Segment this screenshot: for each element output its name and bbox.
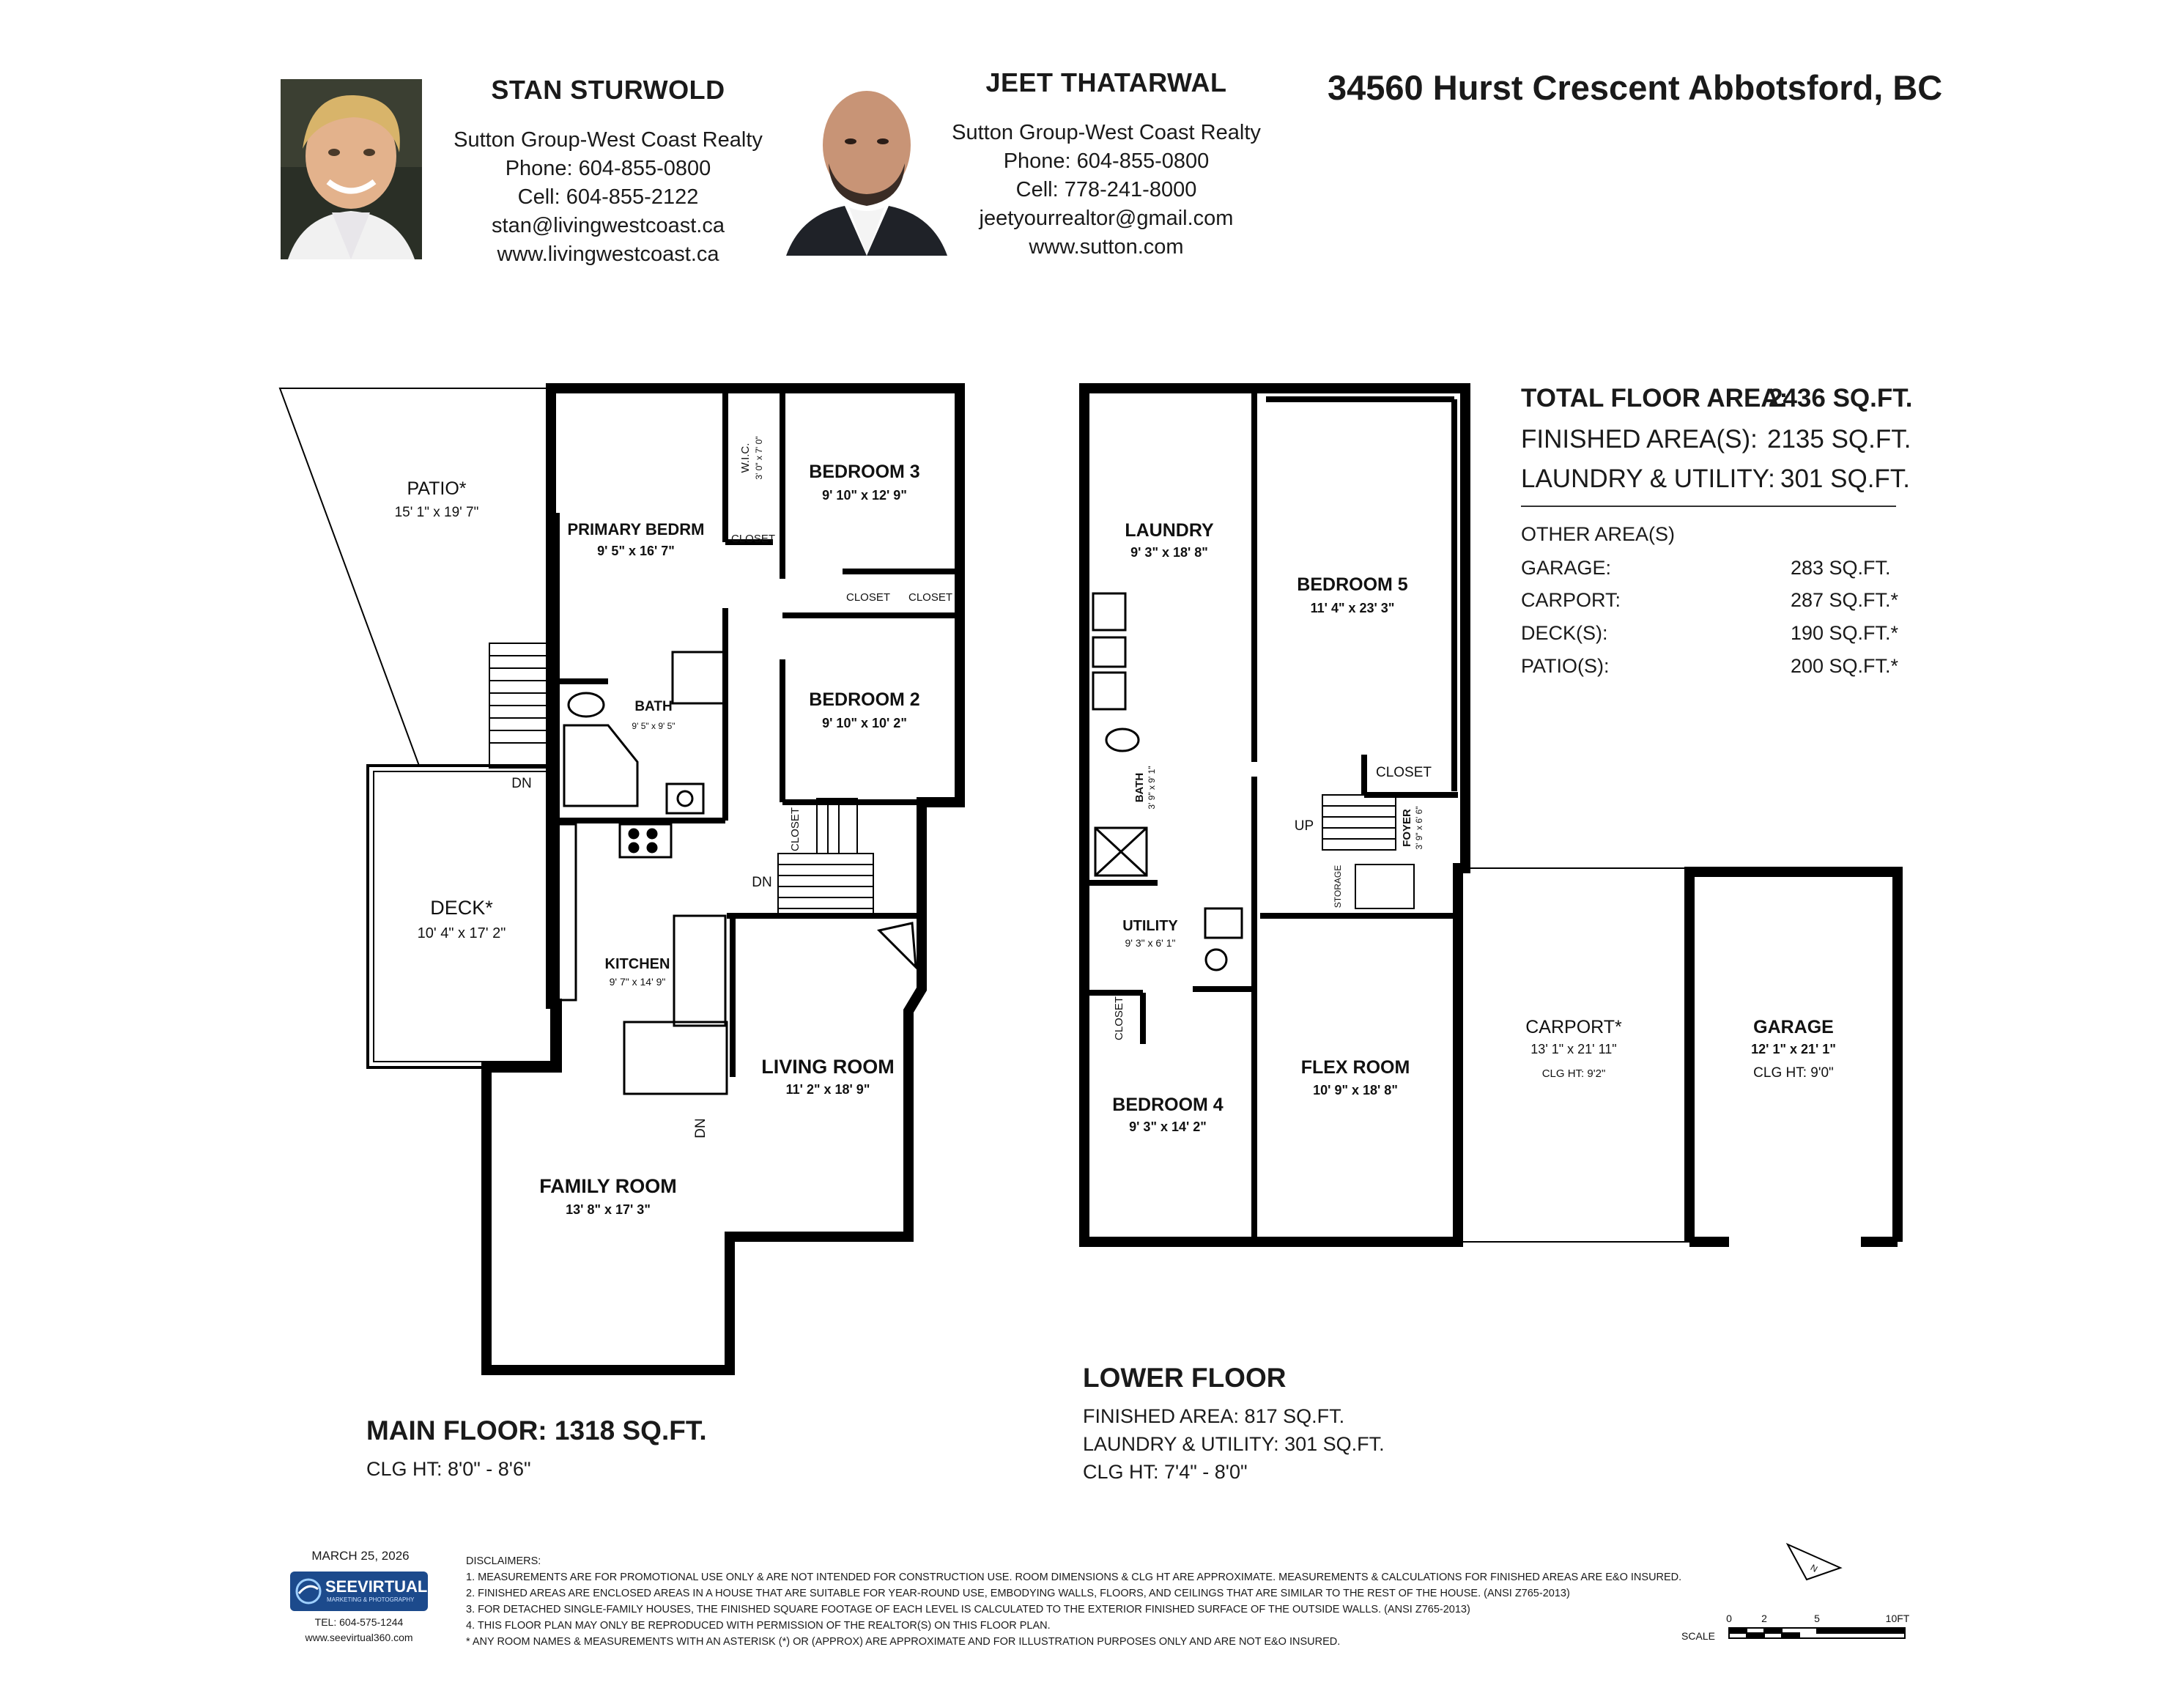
closet-label: CLOSET — [1375, 765, 1432, 780]
bedroom-2-label: BEDROOM 2 — [809, 689, 920, 710]
other-area-value: 190 SQ.FT.* — [1791, 622, 1899, 644]
agent-name: JEET THATARWAL — [985, 67, 1227, 97]
disclaimer-line: 2. FINISHED AREAS ARE ENCLOSED AREAS IN A HOUSE THAT ARE SUITABLE FOR YEAR-ROUND USE, EMBODYING WALLS, FLOORS, AND CEILINGS THAT ARE SIMILAR TO THE REST OF THE HOUSE. (ANSI Z765-2013) — [466, 1588, 1570, 1599]
bedroom-3-label: BEDROOM 3 — [809, 462, 920, 482]
logo-subtext: MARKETING & PHOTOGRAPHY — [327, 1596, 415, 1603]
closet-label: CLOSET — [845, 591, 891, 604]
patio-label: PATIO* — [407, 478, 467, 499]
laundry-label: LAUNDRY — [1125, 520, 1214, 541]
other-area-label: CARPORT: — [1521, 589, 1621, 611]
bedroom-5-label: BEDROOM 5 — [1297, 574, 1408, 595]
deck-dimension: 10' 4" x 17' 2" — [417, 925, 506, 941]
bedroom-4-label: BEDROOM 4 — [1112, 1095, 1224, 1115]
total-area-value: 2436 SQ.FT. — [1769, 384, 1913, 412]
family-room-label: FAMILY ROOM — [539, 1175, 677, 1197]
lower-floor-title: LOWER FLOOR — [1083, 1363, 1287, 1393]
other-area-value: 283 SQ.FT. — [1791, 557, 1891, 579]
stairs-down-label: DN — [511, 776, 532, 791]
bedroom-5-dimension: 11' 4" x 23' 3" — [1310, 601, 1395, 615]
carport-dimension: 13' 1" x 21' 11" — [1530, 1042, 1617, 1056]
stairs-down-label: DN — [752, 875, 772, 890]
storage-label: STORAGE — [1333, 865, 1343, 908]
fireplace-icon — [879, 923, 916, 967]
plan-date: MARCH 25, 2026 — [311, 1549, 410, 1563]
garage-dimension: 12' 1" x 21' 1" — [1751, 1042, 1836, 1056]
closet-label: CLOSET — [1113, 996, 1125, 1041]
living-room-label: LIVING ROOM — [761, 1056, 895, 1078]
foyer-dimension: 3' 9" x 6' 6" — [1414, 806, 1424, 850]
flex-room-dimension: 10' 9" x 18' 8" — [1313, 1083, 1398, 1097]
wic-label: W.I.C. — [739, 443, 752, 473]
lower-floor-ceiling: CLG HT: 7'4" - 8'0" — [1083, 1461, 1248, 1483]
logo-swirl-icon — [295, 1577, 322, 1605]
agent-website[interactable]: www.sutton.com — [1029, 235, 1184, 259]
logo-text: SEEVIRTUAL — [325, 1577, 428, 1596]
finished-area-value: 2135 SQ.FT. — [1767, 425, 1911, 454]
other-area-value: 287 SQ.FT.* — [1791, 589, 1899, 611]
bedroom-3-dimension: 9' 10" x 12' 9" — [822, 488, 907, 503]
scale-tick: 5 — [1814, 1613, 1820, 1624]
agent-phone: Phone: 604-855-0800 — [1003, 149, 1210, 173]
flex-room-label: FLEX ROOM — [1300, 1057, 1410, 1078]
bath-label: BATH — [1133, 772, 1146, 803]
agent-cell: Cell: 604-855-2122 — [517, 185, 699, 209]
disclaimer-line: 1. MEASUREMENTS ARE FOR PROMOTIONAL USE ONLY & ARE NOT INTENDED FOR CONSTRUCTION USE. ROOM DIMENSIONS & CLG HT ARE APPROXIMATE. MEASUREMENTS & CALCULATIONS FOR FINISHED AREAS ARE E&O INSURED. — [466, 1572, 1682, 1583]
finished-area-label: FINISHED AREA(S): — [1521, 425, 1758, 454]
other-area-value: 200 SQ.FT.* — [1791, 655, 1899, 677]
garage-label: GARAGE — [1753, 1017, 1834, 1037]
disclaimers — [466, 1553, 1681, 1650]
seevirtual-logo — [290, 1572, 428, 1611]
garage-walls — [1689, 872, 1898, 1242]
laundry-dimension: 9' 3" x 18' 8" — [1130, 545, 1208, 560]
total-area-label: TOTAL FLOOR AREA: — [1521, 384, 1788, 412]
laundry-area-label: LAUNDRY & UTILITY: — [1521, 464, 1775, 493]
main-floor-title: MAIN FLOOR: 1318 SQ.FT. — [366, 1415, 707, 1445]
agent-company: Sutton Group-West Coast Realty — [952, 121, 1261, 144]
disclaimer-line: * ANY ROOM NAMES & MEASUREMENTS WITH AN ASTERISK (*) OR (APPROX) ARE APPROXIMATE AND FOR ILLUSTRATION PURPOSES ONLY AND ARE NOT E&O INSURED. — [466, 1636, 1341, 1648]
bath-dimension: 3' 9" x 9' 1" — [1147, 766, 1157, 810]
closet-label: CLOSET — [908, 591, 953, 604]
bedroom-4-dimension: 9' 3" x 14' 2" — [1129, 1119, 1207, 1134]
primary-bedroom-dimension: 9' 5" x 16' 7" — [597, 544, 675, 558]
agent-website[interactable]: www.livingwestcoast.ca — [497, 243, 719, 266]
other-area-label: PATIO(S): — [1521, 655, 1610, 677]
agent-email[interactable]: stan@livingwestcoast.ca — [492, 214, 725, 237]
other-areas-heading: OTHER AREA(S) — [1521, 523, 1676, 545]
patio-dimension: 15' 1" x 19' 7" — [394, 505, 479, 520]
scale-tick: 0 — [1726, 1613, 1732, 1624]
scale-label: SCALE — [1681, 1630, 1715, 1642]
lower-floor-finished: FINISHED AREA: 817 SQ.FT. — [1083, 1405, 1345, 1427]
property-address: 34560 Hurst Crescent Abbotsford, BC — [1328, 68, 1943, 107]
deck-label: DECK* — [430, 897, 493, 919]
garage-ceiling: CLG HT: 9'0" — [1753, 1065, 1834, 1081]
other-area-label: DECK(S): — [1521, 622, 1608, 644]
main-floor-ceiling: CLG HT: 8'0" - 8'6" — [366, 1458, 531, 1480]
footer-tel: TEL: 604-575-1244 — [314, 1616, 404, 1628]
agent-cell: Cell: 778-241-8000 — [1015, 178, 1197, 201]
agent-phone: Phone: 604-855-0800 — [505, 157, 711, 180]
disclaimer-line: 4. THIS FLOOR PLAN MAY ONLY BE REPRODUCED WITH PERMISSION OF THE REALTOR(S) ON THIS FLOOR PLAN. — [466, 1620, 1051, 1632]
wic-dimension: 3' 0" x 7' 0" — [754, 436, 764, 480]
foyer-label: FOYER — [1401, 809, 1413, 847]
laundry-area-value: 301 SQ.FT. — [1780, 464, 1911, 493]
bath-label: BATH — [634, 699, 673, 714]
closet-label: CLOSET — [789, 807, 802, 852]
bath-dimension: 9' 5" x 9' 5" — [632, 721, 675, 731]
carport-ceiling: CLG HT: 9'2" — [1541, 1067, 1606, 1080]
agent-email[interactable]: jeetyourrealtor@gmail.com — [979, 207, 1234, 230]
lower-floor-laundry: LAUNDRY & UTILITY: 301 SQ.FT. — [1083, 1433, 1385, 1455]
footer-web[interactable]: www.seevirtual360.com — [305, 1632, 413, 1643]
kitchen-dimension: 9' 7" x 14' 9" — [609, 976, 666, 988]
scale-tick: 10FT — [1885, 1613, 1910, 1624]
disclaimers-title: DISCLAIMERS: — [466, 1555, 541, 1567]
primary-bedroom-label: PRIMARY BEDRM — [567, 520, 705, 538]
lower-floor-details — [1083, 1402, 1385, 1486]
stairs-up-label: UP — [1294, 818, 1314, 834]
other-area-label: GARAGE: — [1521, 557, 1612, 579]
agent-company: Sutton Group-West Coast Realty — [454, 128, 763, 152]
kitchen-label: KITCHEN — [604, 956, 670, 972]
utility-label: UTILITY — [1122, 918, 1178, 934]
utility-dimension: 9' 3" x 6' 1" — [1125, 937, 1176, 949]
closet-label: CLOSET — [730, 533, 776, 545]
disclaimer-line: 3. FOR DETACHED SINGLE-FAMILY HOUSES, THE FINISHED SQUARE FOOTAGE OF EACH LEVEL IS CALCULATED TO THE EXTERIOR FINISHED SURFACE OF THE OUTSIDE WALLS. (ANSI Z765-2013) — [466, 1604, 1470, 1615]
scale-bar — [1729, 1628, 1905, 1638]
scale-tick: 2 — [1761, 1613, 1767, 1624]
north-label: N — [1808, 1562, 1820, 1574]
agent-name: STAN STURWOLD — [491, 75, 725, 105]
patio-outline — [280, 388, 551, 766]
living-room-dimension: 11' 2" x 18' 9" — [785, 1082, 870, 1097]
family-room-dimension: 13' 8" x 17' 3" — [566, 1202, 651, 1217]
stairs-down-label: DN — [693, 1118, 708, 1139]
carport-label: CARPORT* — [1525, 1017, 1622, 1037]
bedroom-2-dimension: 9' 10" x 10' 2" — [822, 716, 907, 730]
